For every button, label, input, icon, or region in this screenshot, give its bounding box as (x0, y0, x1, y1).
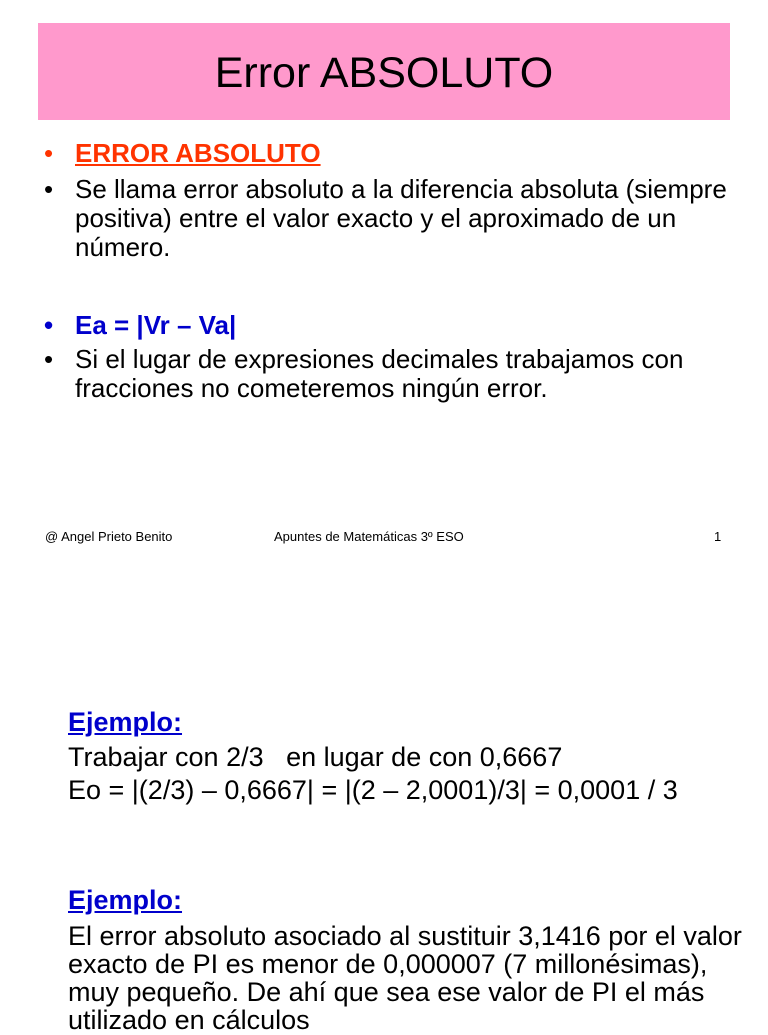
bullet-icon: • (44, 344, 54, 374)
bullet-item (44, 345, 734, 403)
footer-course: Apuntes de Matemáticas 3º ESO (274, 529, 464, 544)
bullet-heading: ERROR ABSOLUTO (75, 138, 321, 168)
bullet-definition: Se llama error absoluto a la diferencia absoluta (siempre positiva) entre el valor exacto y el aproximado de un número. (75, 174, 727, 262)
footer-page-number: 1 (714, 529, 722, 544)
bullet-icon: • (44, 310, 54, 340)
slide-title: Error ABSOLUTO (214, 49, 554, 97)
example-block (68, 707, 748, 808)
example-line: El error absoluto asociado al sustituir 3,1416 por el valor exacto de PI es menor de 0,000007 (7 millonésimas), muy pequeño. De ahí que sea ese valor de PI el más utilizado en cálculos (68, 921, 742, 1035)
example-block (68, 886, 748, 1034)
bullet-icon: • (44, 138, 54, 168)
bullet-icon: • (44, 174, 54, 204)
bullet-formula: Ea = |Vr – Va| (75, 310, 237, 340)
bullet-note: Si el lugar de expresiones decimales trabajamos con fracciones no cometeremos ningún error. (75, 344, 684, 403)
example-heading: Ejemplo: (68, 707, 183, 737)
bullet-item (44, 311, 734, 340)
example-heading: Ejemplo: (68, 885, 183, 915)
slide-title-banner (38, 23, 730, 120)
footer-author: @ Angel Prieto Benito (45, 529, 173, 544)
bullet-item (44, 139, 734, 168)
example-line: Eo = |(2/3) – 0,6667| = |(2 – 2,0001)/3| = 0,0001 / 3 (68, 775, 678, 805)
example-line: Trabajar con 2/3 en lugar de con 0,6667 (68, 742, 563, 772)
bullet-item (44, 175, 734, 262)
